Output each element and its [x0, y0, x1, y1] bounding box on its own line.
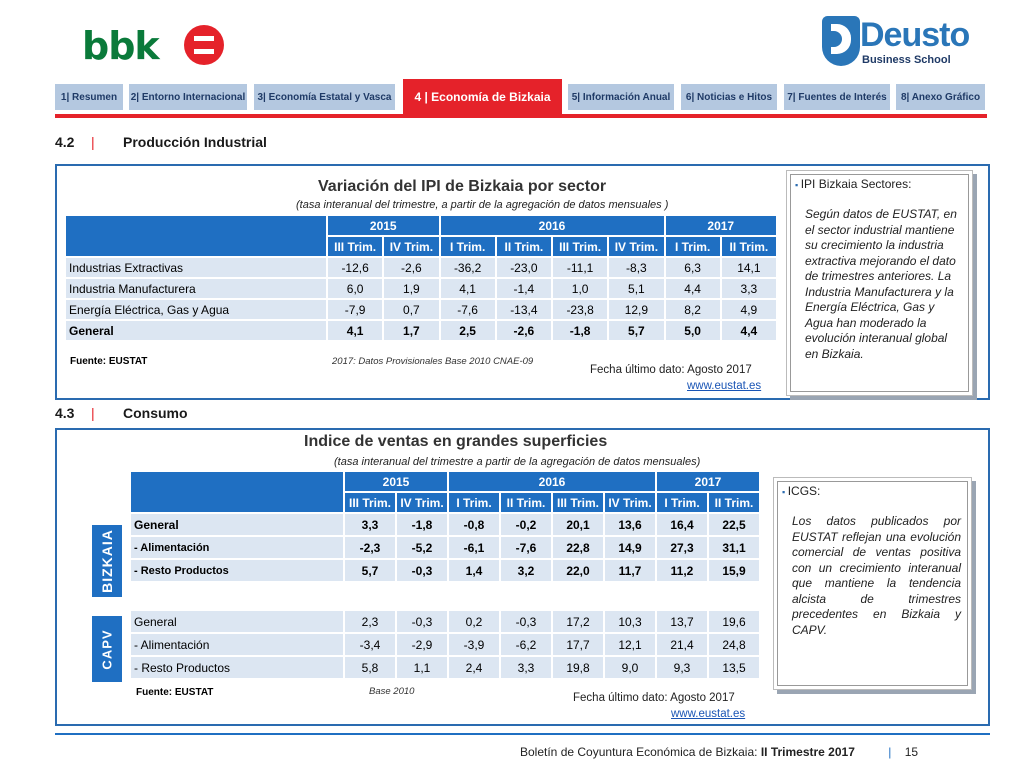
table-cell: 17,7 — [553, 634, 603, 655]
section-number: 4.3 — [55, 405, 75, 421]
table-row — [131, 514, 759, 535]
year-header: 2015 — [328, 216, 439, 235]
table-cell: 27,3 — [657, 537, 707, 558]
row-label: Industrias Extractivas — [66, 258, 326, 277]
quarter-header: III Trim. — [553, 493, 603, 512]
table-cell: 22,8 — [553, 537, 603, 558]
table-cell: -8,3 — [609, 258, 663, 277]
quarter-header: I Trim. — [666, 237, 720, 256]
table-cell: 11,2 — [657, 560, 707, 581]
table-row — [131, 611, 759, 632]
table-cell: 5,0 — [666, 321, 720, 340]
bizkaia-region-text: BIZKAIA — [99, 529, 115, 593]
section-nav — [55, 84, 987, 120]
table-cell: 3,2 — [501, 560, 551, 581]
table-cell: 10,3 — [605, 611, 655, 632]
nav-divider — [55, 114, 987, 118]
section-number: 4.2 — [55, 134, 75, 150]
quarter-header: II Trim. — [722, 237, 776, 256]
ipi-source-note: 2017: Datos Provisionales Base 2010 CNAE-09 — [332, 356, 534, 367]
row-label: - Alimentación — [131, 537, 343, 558]
year-header: 2016 — [449, 472, 655, 491]
table-cell: -0,3 — [501, 611, 551, 632]
table-cell: 13,5 — [709, 657, 759, 678]
section-separator: | — [91, 405, 95, 421]
table-cell: 8,2 — [666, 300, 720, 319]
table-cell: -23,8 — [553, 300, 607, 319]
consumo-capv-table — [129, 609, 761, 680]
table-cell: 4,9 — [722, 300, 776, 319]
table-cell: -1,8 — [553, 321, 607, 340]
table-cell: 4,4 — [722, 321, 776, 340]
row-label: Industria Manufacturera — [66, 279, 326, 298]
table-cell: 3,3 — [345, 514, 395, 535]
ipi-chart-subtitle: (tasa interanual del trimestre, a partir de la agregación de datos mensuales ) — [296, 199, 669, 211]
footer-title: Boletín de Coyuntura Económica de Bizkaia: — [520, 745, 761, 759]
table-cell: 9,0 — [605, 657, 655, 678]
tab-informacion-anual[interactable]: 5| Información Anual — [568, 84, 674, 110]
row-label: General — [66, 321, 326, 340]
quarter-header: II Trim. — [501, 493, 551, 512]
table-cell: 19,6 — [709, 611, 759, 632]
tab-economia-estatal-vasca[interactable]: 3| Economía Estatal y Vasca — [254, 84, 395, 110]
table-cell: 5,7 — [609, 321, 663, 340]
quarter-header: III Trim. — [345, 493, 395, 512]
year-header: 2015 — [345, 472, 447, 491]
tab-fuentes-interes[interactable]: 7| Fuentes de Interés — [784, 84, 890, 110]
ipi-chart-title: Variación del IPI de Bizkaia por sector — [318, 178, 607, 195]
table-cell: -1,8 — [397, 514, 447, 535]
year-header: 2017 — [657, 472, 759, 491]
consumo-source-note: Base 2010 — [369, 686, 415, 697]
year-header: 2016 — [441, 216, 664, 235]
table-cell: 1,0 — [553, 279, 607, 298]
table-cell: 5,7 — [345, 560, 395, 581]
table-cell: 6,3 — [666, 258, 720, 277]
table-cell: -6,2 — [501, 634, 551, 655]
quarter-header: II Trim. — [709, 493, 759, 512]
section-separator: | — [91, 134, 95, 150]
ipi-comment-text: Según datos de EUSTAT, en el sector industrial mantiene su crecimiento la industria extractiva mejorando el dato de trimestres anteriores. La Industria Manufacturera y la Energía Eléctrica, Gas y Agua han moderado la evolución interanual global en Bizkaia. — [805, 207, 957, 361]
table-cell: 5,8 — [345, 657, 395, 678]
row-label: - Resto Productos — [131, 560, 343, 581]
table-cell: 20,1 — [553, 514, 603, 535]
quarter-header: IV Trim. — [609, 237, 663, 256]
table-cell: 1,4 — [449, 560, 499, 581]
quarter-header: I Trim. — [441, 237, 495, 256]
table-cell: -3,9 — [449, 634, 499, 655]
table-cell: -12,6 — [328, 258, 382, 277]
table-row — [131, 560, 759, 581]
row-label: General — [131, 514, 343, 535]
table-cell: -1,4 — [497, 279, 551, 298]
table-cell: 13,6 — [605, 514, 655, 535]
quarter-header: I Trim. — [449, 493, 499, 512]
table-row — [66, 300, 776, 319]
consumo-chart-title: Indice de ventas en grandes superficies — [304, 433, 608, 450]
capv-region-label — [92, 616, 122, 682]
row-label: Energía Eléctrica, Gas y Agua — [66, 300, 326, 319]
tab-economia-bizkaia[interactable]: 4 | Economía de Bizkaia — [403, 79, 562, 114]
consumo-chart-subtitle: (tasa interanual del trimestre a partir de la agregación de datos mensuales) — [334, 456, 701, 468]
table-cell: -0,3 — [397, 560, 447, 581]
table-cell: 2,5 — [441, 321, 495, 340]
tab-entorno-internacional[interactable]: 2| Entorno Internacional — [129, 84, 247, 110]
footer-separator: | — [888, 745, 892, 759]
section-header-produccion — [55, 134, 455, 154]
ipi-table — [64, 214, 778, 342]
table-cell: -36,2 — [441, 258, 495, 277]
table-row — [131, 634, 759, 655]
table-row — [66, 321, 776, 340]
bbk-logo-icon — [184, 25, 224, 65]
quarter-header: IV Trim. — [397, 493, 447, 512]
consumo-comment-title: ▪ ICGS: — [782, 484, 820, 498]
table-cell: 31,1 — [709, 537, 759, 558]
consumo-source: Fuente: EUSTAT — [136, 687, 214, 698]
table-row — [131, 657, 759, 678]
table-cell: -3,4 — [345, 634, 395, 655]
quarter-header: IV Trim. — [384, 237, 438, 256]
ipi-comment-title: ▪ IPI Bizkaia Sectores: — [795, 177, 911, 191]
deusto-logo — [822, 16, 982, 72]
table-row — [66, 258, 776, 277]
quarter-header: I Trim. — [657, 493, 707, 512]
table-cell: -0,3 — [397, 611, 447, 632]
section-title: Producción Industrial — [123, 134, 267, 150]
consumo-eustat-link[interactable]: www.eustat.es — [671, 708, 746, 720]
quarter-header: II Trim. — [497, 237, 551, 256]
table-cell: 3,3 — [501, 657, 551, 678]
table-cell: 22,0 — [553, 560, 603, 581]
table-cell: 2,4 — [449, 657, 499, 678]
table-cell: 12,1 — [605, 634, 655, 655]
table-row — [66, 279, 776, 298]
table-cell: 17,2 — [553, 611, 603, 632]
table-cell: 0,7 — [384, 300, 438, 319]
quarter-header: III Trim. — [328, 237, 382, 256]
table-cell: 11,7 — [605, 560, 655, 581]
table-cell: -11,1 — [553, 258, 607, 277]
bbk-logo — [82, 22, 227, 68]
tab-noticias-hitos[interactable]: 6| Noticias e Hitos — [681, 84, 777, 110]
table-cell: 3,3 — [722, 279, 776, 298]
table-cell: 5,1 — [609, 279, 663, 298]
table-cell: 24,8 — [709, 634, 759, 655]
tab-resumen[interactable]: 1| Resumen — [55, 84, 123, 110]
table-cell: 4,1 — [328, 321, 382, 340]
table-cell: -7,9 — [328, 300, 382, 319]
consumo-comment-box — [773, 477, 972, 690]
deusto-shield-icon — [822, 16, 860, 66]
footer-divider — [55, 733, 990, 735]
quarter-header: IV Trim. — [605, 493, 655, 512]
table-cell: 2,3 — [345, 611, 395, 632]
table-cell: -2,9 — [397, 634, 447, 655]
table-cell: -23,0 — [497, 258, 551, 277]
table-cell: 21,4 — [657, 634, 707, 655]
table-cell: -13,4 — [497, 300, 551, 319]
page-number: 15 — [904, 745, 919, 759]
consumo-bizkaia-table — [129, 470, 761, 583]
table-cell: -5,2 — [397, 537, 447, 558]
table-cell: 15,9 — [709, 560, 759, 581]
bizkaia-region-label — [92, 525, 122, 597]
footer — [520, 745, 918, 759]
table-cell: -2,3 — [345, 537, 395, 558]
section-header-consumo — [55, 405, 455, 425]
table-cell: -6,1 — [449, 537, 499, 558]
table-cell: 12,9 — [609, 300, 663, 319]
consumo-comment-text: Los datos publicados por EUSTAT reflejan una evolución comercial de ventas positiva con un crecimiento interanual que mantiene la tendencia alcista de trimestres precedentes en Bizkaia y CAPV. — [792, 514, 961, 637]
table-cell: 4,4 — [666, 279, 720, 298]
deusto-subtitle: Business School — [862, 54, 951, 66]
capv-region-text: CAPV — [99, 628, 115, 670]
table-cell: 13,7 — [657, 611, 707, 632]
table-cell: 0,2 — [449, 611, 499, 632]
table-cell: 19,8 — [553, 657, 603, 678]
ipi-source: Fuente: EUSTAT — [70, 356, 148, 367]
ipi-eustat-link[interactable]: www.eustat.es — [687, 380, 762, 392]
footer-period: II Trimestre 2017 — [760, 745, 855, 759]
table-cell: 6,0 — [328, 279, 382, 298]
row-label: - Resto Productos — [131, 657, 343, 678]
table-cell: 22,5 — [709, 514, 759, 535]
table-cell: -0,2 — [501, 514, 551, 535]
tab-anexo-grafico[interactable]: 8| Anexo Gráfico — [896, 84, 985, 110]
table-cell: 4,1 — [441, 279, 495, 298]
table-cell: -2,6 — [384, 258, 438, 277]
table-cell: 9,3 — [657, 657, 707, 678]
year-header: 2017 — [666, 216, 777, 235]
quarter-header: III Trim. — [553, 237, 607, 256]
table-cell: -2,6 — [497, 321, 551, 340]
table-cell: 1,1 — [397, 657, 447, 678]
ipi-last-date: Fecha último dato: Agosto 2017 — [590, 364, 752, 376]
table-cell: 14,1 — [722, 258, 776, 277]
deusto-name: Deusto — [860, 16, 970, 54]
consumo-last-date: Fecha último dato: Agosto 2017 — [573, 692, 735, 704]
table-cell: 16,4 — [657, 514, 707, 535]
table-cell: 1,7 — [384, 321, 438, 340]
row-label: - Alimentación — [131, 634, 343, 655]
table-cell: 1,9 — [384, 279, 438, 298]
bbk-logo-text: bbk — [82, 24, 159, 68]
table-cell: -7,6 — [501, 537, 551, 558]
ipi-comment-box — [786, 170, 973, 396]
row-label: General — [131, 611, 343, 632]
table-cell: 14,9 — [605, 537, 655, 558]
section-title: Consumo — [123, 405, 188, 421]
table-row — [131, 537, 759, 558]
table-cell: -7,6 — [441, 300, 495, 319]
table-cell: -0,8 — [449, 514, 499, 535]
